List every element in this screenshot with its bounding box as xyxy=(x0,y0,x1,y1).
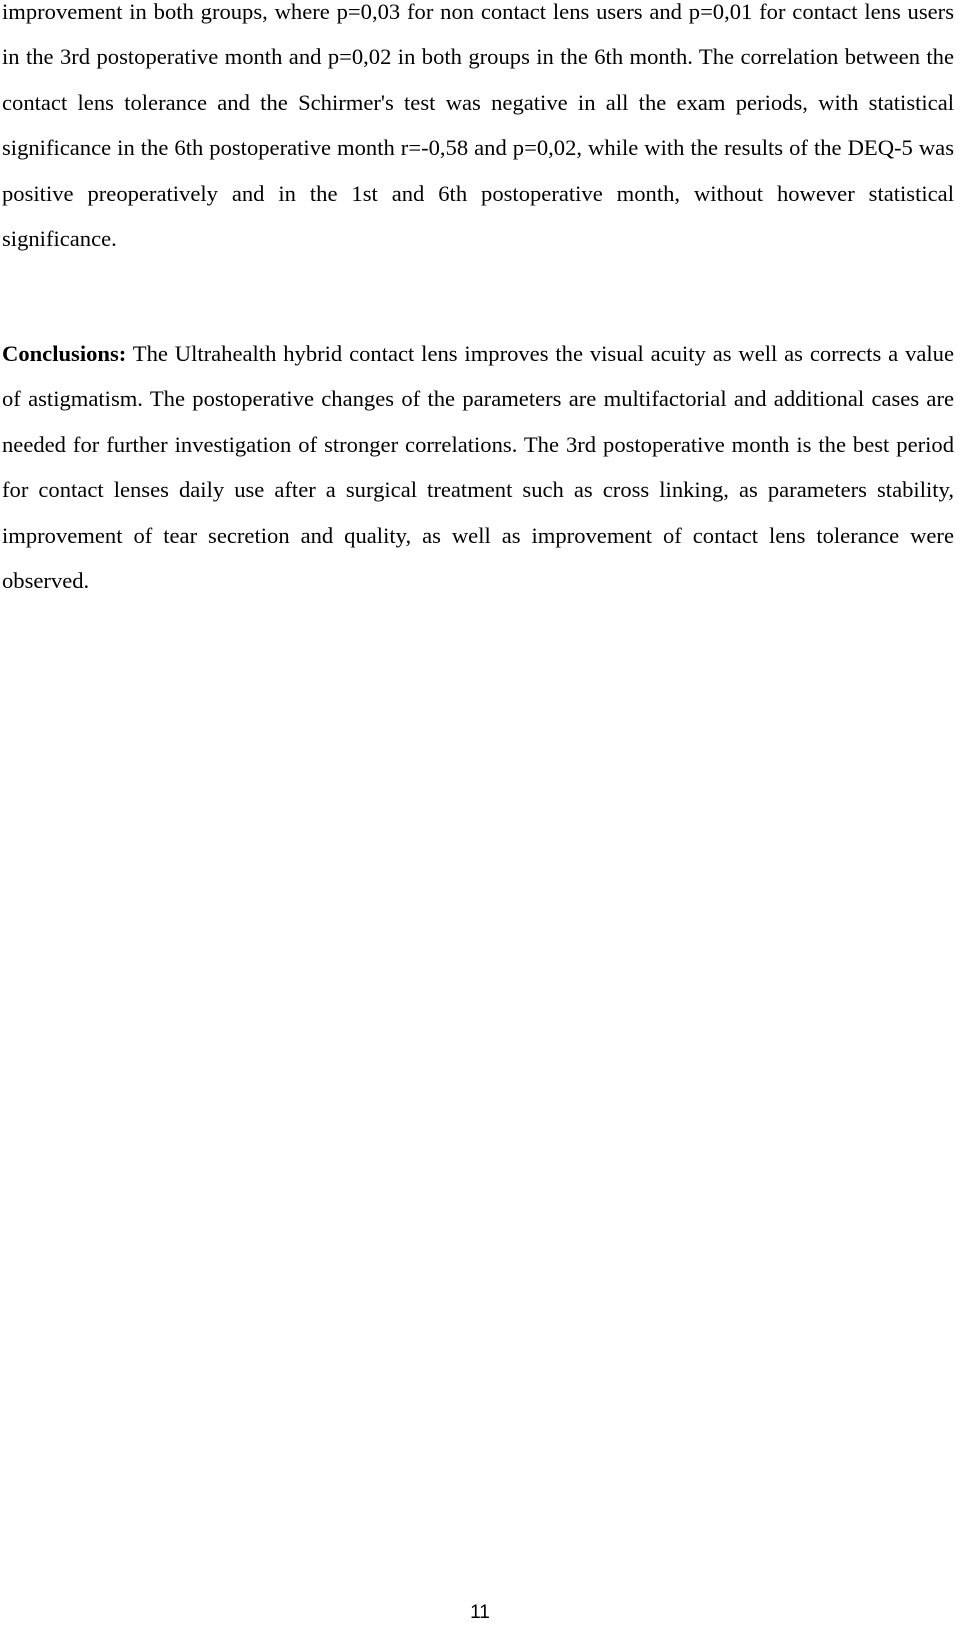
conclusions-paragraph xyxy=(2,331,954,603)
conclusions-label: Conclusions: xyxy=(2,341,127,366)
results-paragraph: improvement in both groups, where p=0,03 for non contact lens users and p=0,01 for contact lens users in the 3rd postoperative month and p=0,02 in both groups in the 6th month. The correlation between the contact lens tolerance and the Schirmer's test was negative in all the exam periods, with statistical significance in the 6th postoperative month r=-0,58 and p=0,02, while with the results of the DEQ-5 was positive preoperatively and in the 1st and 6th postoperative month, without however statistical significance. xyxy=(2,0,954,252)
conclusions-text: The Ultrahealth hybrid contact lens improves the visual acuity as well as corrects a value of astigmatism. The postoperative changes of the parameters are multifactorial and additional cases are needed for further investigation of stronger correlations. The 3rd postoperative month is the best period for contact lenses daily use after a surgical treatment such as cross linking, as parameters stability, improvement of tear secretion and quality, as well as improvement of contact lens tolerance were observed. xyxy=(2,341,954,594)
page-number: 11 xyxy=(470,1602,490,1623)
